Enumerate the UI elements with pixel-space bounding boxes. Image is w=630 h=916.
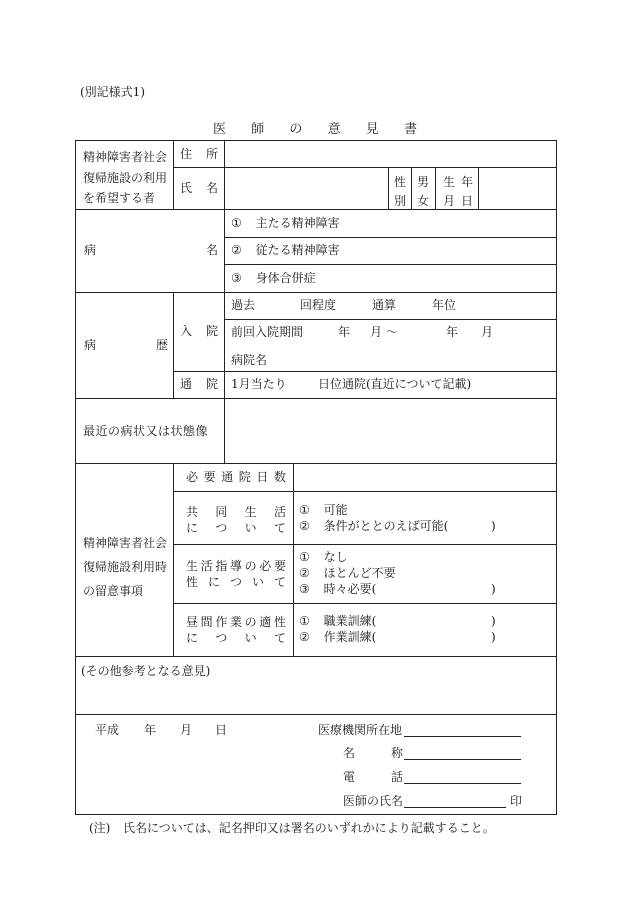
group-living-option-possible[interactable] (299, 504, 348, 516)
label-char: 性 (394, 175, 407, 189)
label-char: つ (215, 521, 228, 535)
close-paren: ) (491, 519, 496, 533)
date-era: 平成 (95, 723, 120, 737)
rule (173, 544, 556, 545)
label-char: 歴 (155, 338, 168, 352)
sex-options (417, 173, 429, 211)
label-char: に (186, 631, 199, 645)
line-text: 前回入院期間 (231, 325, 304, 339)
group-living-option-conditional[interactable] (299, 520, 448, 532)
sex-option-female[interactable]: 女 (417, 194, 430, 208)
recent-condition-field[interactable] (225, 399, 555, 462)
disease-label (84, 244, 218, 256)
rule (224, 319, 556, 320)
option-text: 条件がととのえば可能( (323, 519, 449, 533)
dob-label (443, 173, 473, 211)
doctor-name-field[interactable] (404, 807, 506, 808)
applicant-header (83, 147, 167, 209)
label-char: 指 (215, 559, 228, 573)
address-label (180, 148, 218, 160)
rule (224, 237, 556, 238)
applicant-header-line: 精神障害者社会 (83, 150, 168, 164)
line-text: 年 (446, 325, 459, 339)
hospital-name-label: 病院名 (231, 353, 268, 367)
date-day: 日 (215, 723, 228, 737)
label-char: 病 (84, 338, 97, 352)
seal-mark: 印 (510, 794, 523, 808)
label-char: 活 (273, 505, 286, 519)
label-char: 業 (229, 615, 242, 629)
rule (173, 371, 556, 372)
label-char: い (251, 575, 264, 589)
label-char: 住 (180, 147, 193, 161)
rule (75, 814, 556, 815)
phone-label (343, 771, 403, 783)
name-field[interactable] (225, 168, 387, 208)
option-text: 作業訓練( (323, 630, 377, 644)
label-char: 院 (205, 324, 218, 338)
option-text: なし (323, 550, 348, 564)
option-number: ② (299, 566, 310, 580)
option-text: 時々必要( (323, 582, 377, 596)
rule (173, 292, 174, 398)
item-number: ② (231, 243, 242, 257)
label-char: 病 (84, 243, 97, 257)
label-char: い (244, 521, 257, 535)
rule (75, 140, 76, 815)
label-char: 通 (221, 470, 234, 484)
rule (173, 603, 556, 604)
institution-name-field[interactable] (404, 759, 521, 760)
label-char: 院 (205, 377, 218, 391)
institution-location-label: 医療機関所在地 (318, 723, 403, 737)
rule (556, 140, 557, 815)
disease-item-primary[interactable] (231, 217, 340, 229)
date-year: 年 (144, 723, 157, 737)
option-text: ほとんど不要 (323, 566, 396, 580)
item-number: ① (231, 216, 242, 230)
label-char: つ (215, 631, 228, 645)
title-char: 書 (403, 122, 417, 137)
notes-label-line: 復帰施設利用時 (83, 560, 168, 574)
label-char: 年 (460, 175, 473, 189)
dob-field[interactable] (479, 168, 555, 208)
title-char: 意 (327, 122, 341, 137)
prev-period-line[interactable] (231, 326, 531, 340)
other-opinion-field[interactable] (76, 682, 555, 713)
label-char: 入 (180, 324, 193, 338)
label-char: の (244, 615, 257, 629)
past-line[interactable] (231, 299, 511, 313)
label-char: 必 (259, 559, 272, 573)
label-char: 性 (186, 575, 199, 589)
institution-name-label (343, 747, 403, 759)
disease-item-secondary[interactable] (231, 244, 340, 256)
applicant-header-line: 復帰施設の利用 (83, 170, 168, 185)
day-work-option-work-training[interactable] (299, 631, 376, 643)
inpatient-label (180, 325, 218, 337)
item-text: 身体合併症 (255, 271, 316, 285)
label-char: つ (229, 575, 242, 589)
item-number: ③ (231, 271, 242, 285)
rule (173, 463, 174, 656)
rule (224, 264, 556, 265)
recent-condition-label: 最近の病状又は状態像 (83, 424, 209, 438)
label-char: て (273, 631, 286, 645)
option-number: ② (299, 630, 310, 644)
label-char: 導 (229, 559, 242, 573)
name-label (180, 182, 218, 194)
label-char: 同 (215, 505, 228, 519)
option-number: ① (299, 550, 310, 564)
visit-days-label (186, 471, 286, 483)
institution-location-field[interactable] (404, 736, 521, 737)
other-opinion-label: (その他参考となる意見) (81, 664, 211, 678)
label-char: 話 (390, 770, 403, 784)
disease-item-physical[interactable] (231, 272, 316, 284)
label-char: 日 (256, 470, 269, 484)
phone-field[interactable] (404, 783, 521, 784)
label-char: 活 (200, 559, 213, 573)
label-char: 電 (343, 770, 356, 784)
label-char: 生 (443, 175, 456, 189)
label-char: 通 (180, 377, 193, 391)
line-text: 年位 (432, 298, 457, 312)
rule (173, 140, 174, 210)
rule (435, 167, 436, 210)
label-char: 生 (244, 505, 257, 519)
item-text: 主たる精神障害 (255, 216, 340, 230)
title-char: 師 (251, 122, 265, 137)
rule (75, 656, 556, 657)
life-guidance-option-rarely[interactable] (299, 567, 396, 579)
label-char: 性 (273, 615, 286, 629)
label-char: 数 (273, 470, 286, 484)
group-living-label (186, 504, 286, 536)
label-char: 要 (273, 559, 286, 573)
line-text: 過去 (231, 298, 256, 312)
option-number: ① (299, 503, 310, 517)
outpatient-line[interactable] (231, 378, 531, 392)
label-char: 名 (205, 243, 218, 257)
label-char: 適 (259, 615, 272, 629)
line-text: 年 (338, 325, 351, 339)
label-char: 昼 (186, 615, 199, 629)
option-number: ③ (299, 582, 310, 596)
option-text: 職業訓練( (323, 614, 377, 628)
rule (75, 209, 556, 210)
label-char: て (273, 521, 286, 535)
day-work-option-vocational[interactable] (299, 615, 376, 627)
label-char: 間 (200, 615, 213, 629)
label-char: 所 (205, 147, 218, 161)
label-char: に (186, 521, 199, 535)
rule (173, 491, 556, 492)
outpatient-label (180, 378, 218, 390)
applicant-header-line: を希望する者 (83, 191, 156, 205)
label-char: 生 (186, 559, 199, 573)
visit-days-field[interactable] (294, 464, 555, 490)
address-field[interactable] (225, 141, 555, 166)
title-char: 医 (213, 122, 227, 137)
remark-text: 氏名については、記名押印又は署名のいずれかにより記載すること。 (123, 821, 495, 835)
label-char: 共 (186, 505, 199, 519)
rule (293, 463, 294, 656)
life-guidance-option-sometimes[interactable] (299, 583, 376, 595)
remark-prefix: (注) (89, 821, 111, 835)
label-char: 要 (203, 470, 216, 484)
close-paren: ) (491, 614, 496, 628)
line-text: 日位通院(直近について記載) (318, 377, 472, 391)
label-char: に (207, 575, 220, 589)
line-text: 月 〜 (370, 325, 398, 339)
close-paren: ) (491, 582, 496, 596)
day-work-label (186, 614, 286, 646)
date-month: 月 (180, 723, 193, 737)
option-number: ① (299, 614, 310, 628)
notes-label (83, 531, 167, 603)
rule (388, 167, 389, 210)
notes-label-line: の留意事項 (83, 584, 144, 598)
label-char: 別 (394, 194, 407, 208)
label-char: 名 (205, 181, 218, 195)
title-char: 見 (365, 122, 379, 137)
notes-label-line: 精神障害者社会 (83, 536, 168, 550)
life-guidance-option-none[interactable] (299, 551, 348, 563)
label-char: て (273, 575, 286, 589)
sex-option-male[interactable]: 男 (417, 175, 430, 189)
label-char: 月 (443, 194, 456, 208)
label-char: の (244, 559, 257, 573)
rule (411, 167, 412, 210)
form-title (213, 123, 417, 137)
doctor-name-label: 医師の氏名 (343, 794, 404, 808)
line-text: 通算 (372, 298, 397, 312)
item-text: 従たる精神障害 (255, 243, 340, 257)
sex-label (394, 173, 406, 211)
line-text: 1月当たり (231, 377, 287, 391)
line-text: 回程度 (300, 298, 337, 312)
label-char: 称 (390, 746, 403, 760)
line-text: 月 (481, 325, 494, 339)
rule (75, 714, 556, 715)
life-guidance-label (186, 558, 286, 590)
label-char: 氏 (180, 181, 193, 195)
label-char: い (244, 631, 257, 645)
close-paren: ) (491, 630, 496, 644)
form-number: (別記様式1) (80, 85, 145, 99)
date-line[interactable] (95, 724, 235, 738)
label-char: 作 (215, 615, 228, 629)
history-label (84, 339, 168, 351)
label-char: 名 (343, 746, 356, 760)
option-text: 可能 (323, 503, 348, 517)
rule (75, 292, 556, 293)
title-char: の (289, 122, 303, 137)
label-char: 院 (238, 470, 251, 484)
label-char: 日 (460, 194, 473, 208)
option-number: ② (299, 519, 310, 533)
label-char: 必 (186, 470, 199, 484)
